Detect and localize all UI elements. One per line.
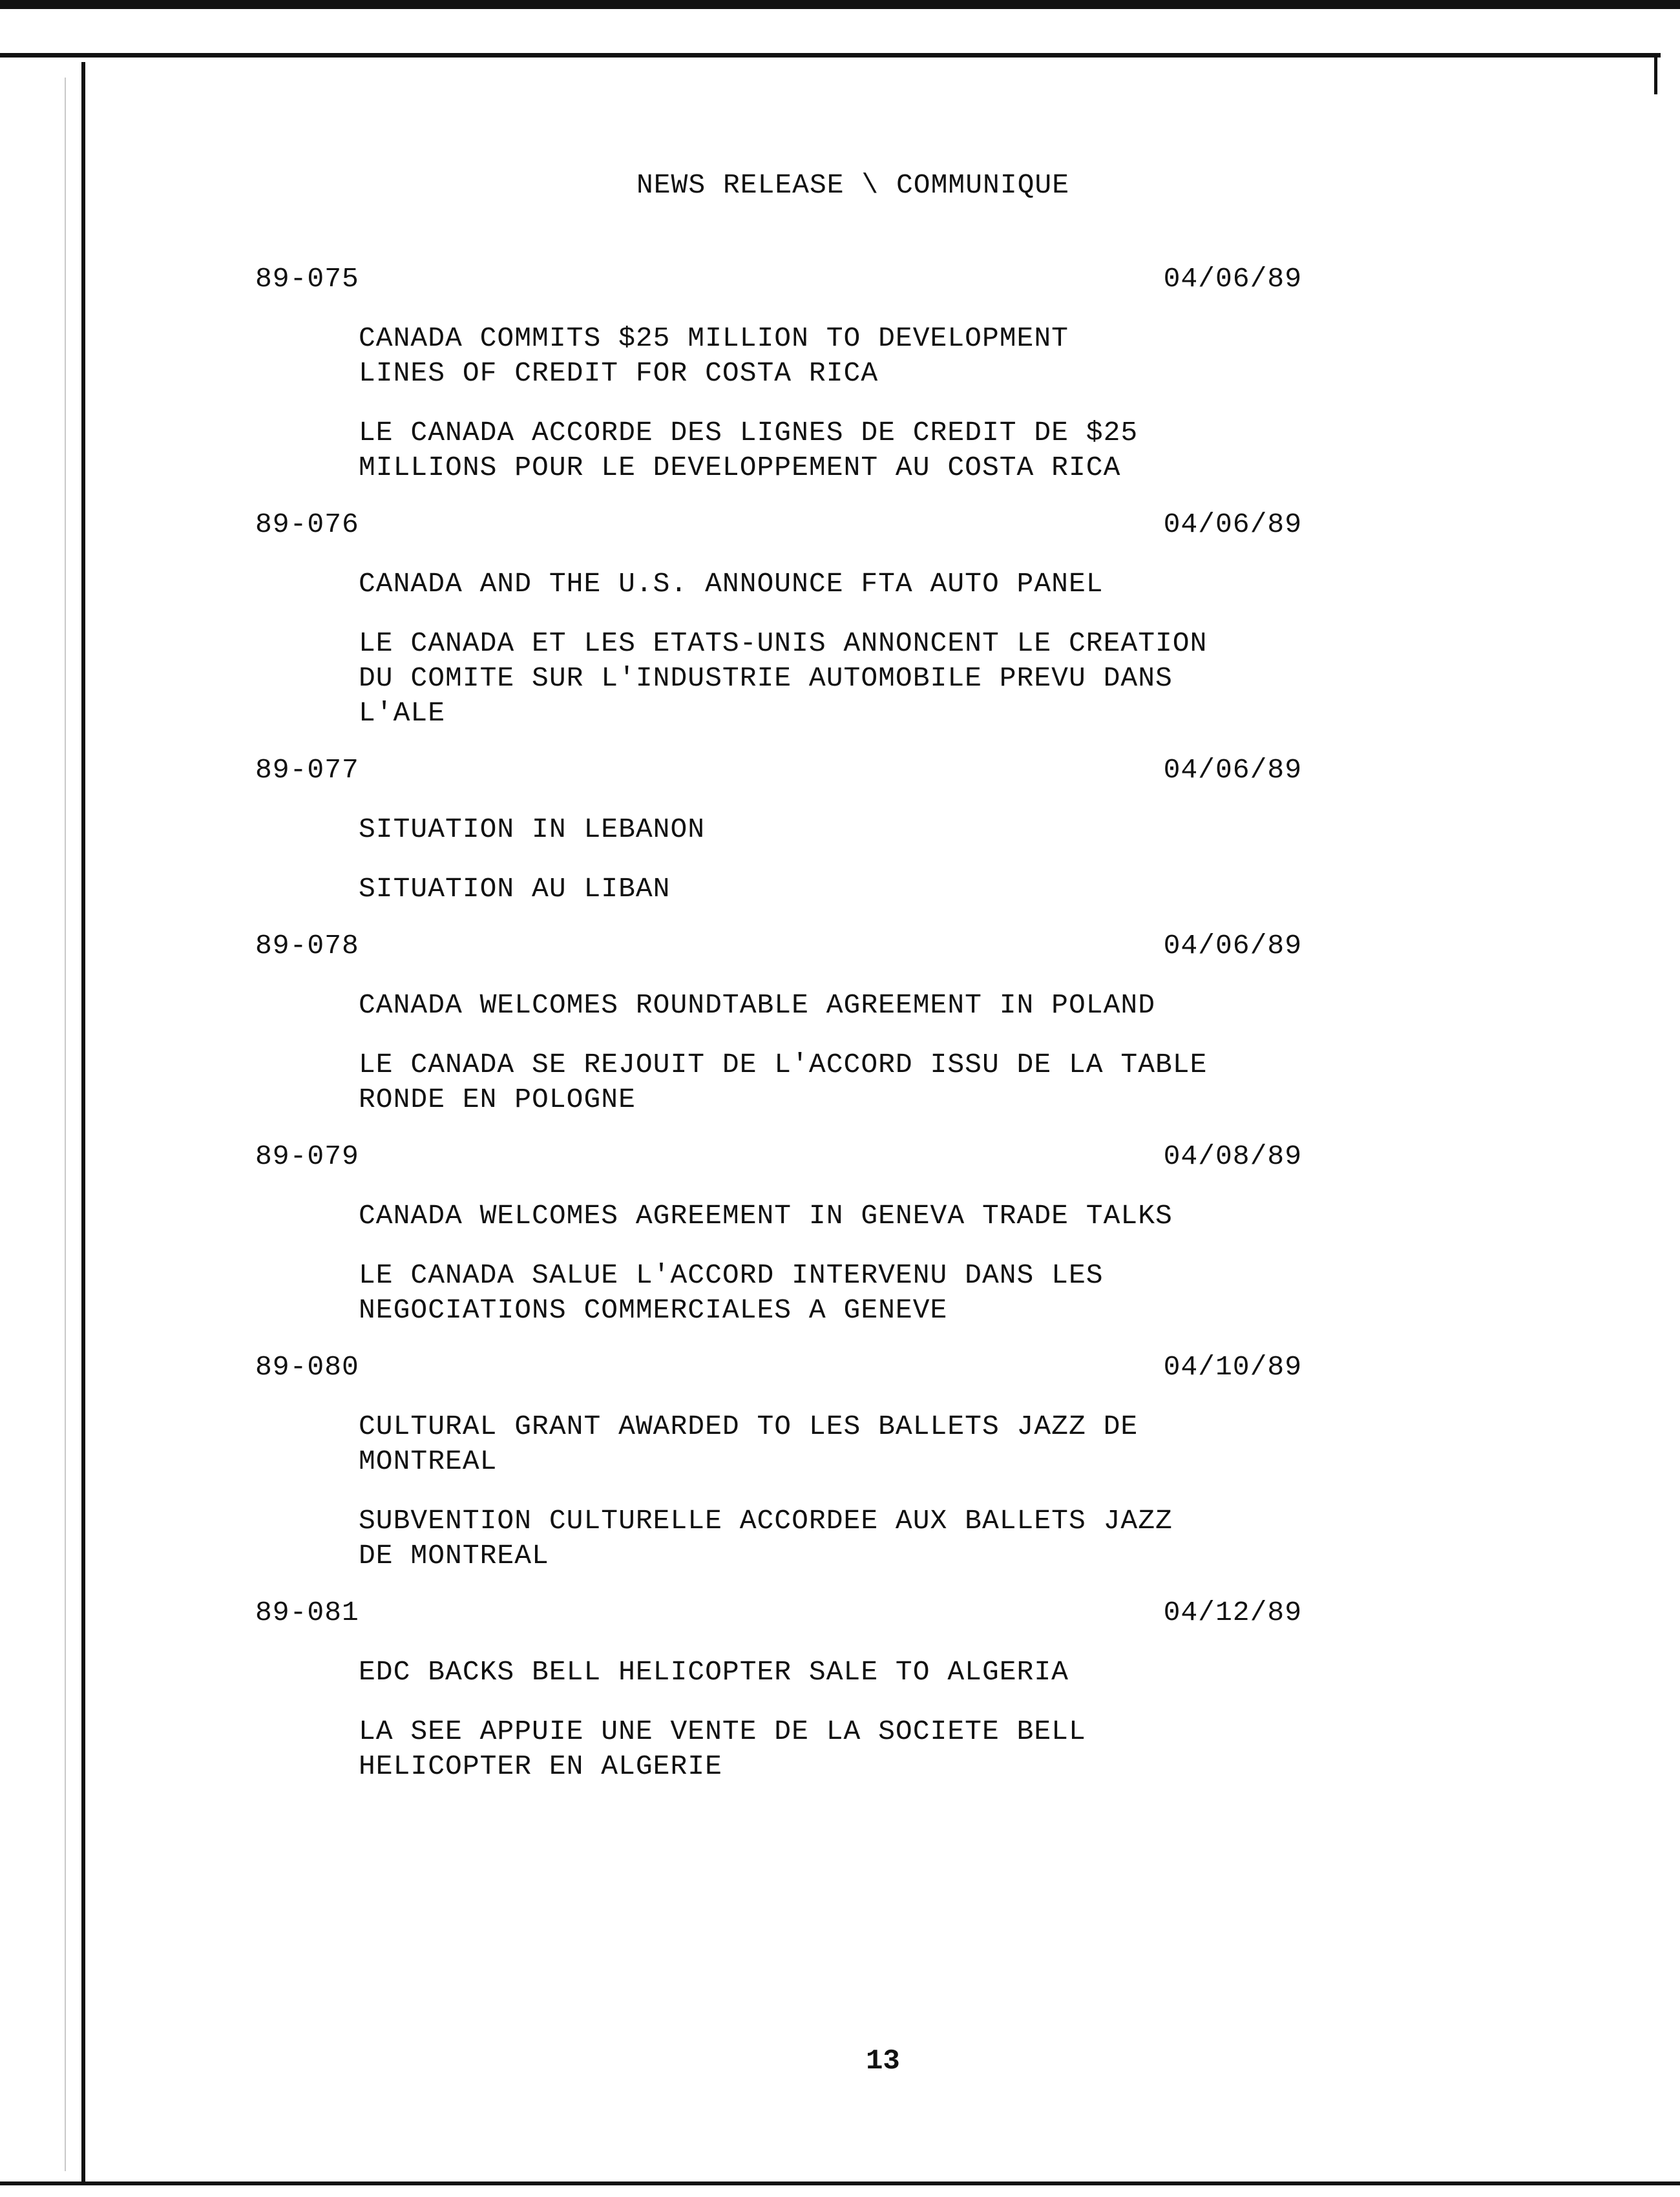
release-header: [255, 1350, 1302, 1385]
release-date: 04/10/89: [1163, 1351, 1302, 1383]
scan-top-border: [0, 0, 1680, 9]
release-title-french: LA SEE APPUIE UNE VENTE DE LA SOCIETE BELL HELICOPTER EN ALGERIE: [359, 1716, 1086, 1782]
release-header: [255, 929, 1302, 963]
page-frame-left: [81, 62, 85, 2185]
release-date: 04/08/89: [1163, 1141, 1302, 1172]
release-date: 04/06/89: [1163, 930, 1302, 962]
release-titles: [255, 988, 1302, 1117]
release-title-french: LE CANADA ACCORDE DES LIGNES DE CREDIT DE $25 MILLIONS POUR LE DEVELOPPEMENT AU COSTA RICA: [359, 417, 1139, 483]
release-date: 04/12/89: [1163, 1597, 1302, 1628]
page-frame-bottom: [0, 2181, 1680, 2185]
release-date: 04/06/89: [1163, 754, 1302, 786]
release-titles: [255, 1655, 1302, 1784]
release-title-english: CANADA WELCOMES AGREEMENT IN GENEVA TRADE TALKS: [359, 1200, 1173, 1232]
release-title-english: EDC BACKS BELL HELICOPTER SALE TO ALGERIA: [359, 1656, 1069, 1688]
release-header: [255, 1139, 1302, 1174]
release-entry: [255, 1139, 1302, 1328]
release-entry: [255, 262, 1302, 485]
release-number: 89-081: [255, 1597, 359, 1628]
release-number: 89-080: [255, 1351, 359, 1383]
release-header: [255, 262, 1302, 297]
release-title-english: CANADA WELCOMES ROUNDTABLE AGREEMENT IN POLAND: [359, 989, 1155, 1021]
release-entry: [255, 753, 1302, 907]
page-number: 13: [866, 2045, 900, 2077]
release-title-french: LE CANADA ET LES ETATS-UNIS ANNONCENT LE CREATION DU COMITE SUR L'INDUSTRIE AUTOMOBILE PREVU DANS L'ALE: [359, 627, 1208, 729]
release-title-english: CANADA AND THE U.S. ANNOUNCE FTA AUTO PANEL: [359, 568, 1104, 600]
release-number: 89-078: [255, 930, 359, 962]
release-date: 04/06/89: [1163, 263, 1302, 295]
release-titles: [255, 1199, 1302, 1328]
release-entry: [255, 507, 1302, 731]
release-number: 89-075: [255, 263, 359, 295]
release-header: [255, 1595, 1302, 1630]
release-list: [255, 262, 1302, 1806]
page-frame-top: [0, 53, 1661, 58]
page-frame-right: [1654, 56, 1657, 94]
release-entry: [255, 929, 1302, 1117]
release-title-french: SITUATION AU LIBAN: [359, 873, 671, 905]
release-header: [255, 753, 1302, 788]
release-number: 89-077: [255, 754, 359, 786]
release-entry: [255, 1350, 1302, 1573]
release-title-french: LE CANADA SALUE L'ACCORD INTERVENU DANS LES NEGOCIATIONS COMMERCIALES A GENEVE: [359, 1259, 1104, 1326]
release-titles: [255, 567, 1302, 731]
release-title-english: CULTURAL GRANT AWARDED TO LES BALLETS JAZZ DE MONTREAL: [359, 1411, 1139, 1477]
release-number: 89-076: [255, 509, 359, 540]
release-title-french: LE CANADA SE REJOUIT DE L'ACCORD ISSU DE LA TABLE RONDE EN POLOGNE: [359, 1049, 1208, 1115]
binding-edge-line: [65, 78, 66, 2171]
release-title-english: CANADA COMMITS $25 MILLION TO DEVELOPMENT LINES OF CREDIT FOR COSTA RICA: [359, 322, 1069, 389]
release-titles: [255, 321, 1302, 485]
release-title-french: SUBVENTION CULTURELLE ACCORDEE AUX BALLETS JAZZ DE MONTREAL: [359, 1505, 1173, 1572]
release-number: 89-079: [255, 1141, 359, 1172]
release-header: [255, 507, 1302, 542]
release-titles: [255, 812, 1302, 907]
release-titles: [255, 1409, 1302, 1573]
release-entry: [255, 1595, 1302, 1784]
release-date: 04/06/89: [1163, 509, 1302, 540]
release-title-english: SITUATION IN LEBANON: [359, 814, 706, 845]
page-heading: NEWS RELEASE \ COMMUNIQUE: [636, 169, 1070, 201]
